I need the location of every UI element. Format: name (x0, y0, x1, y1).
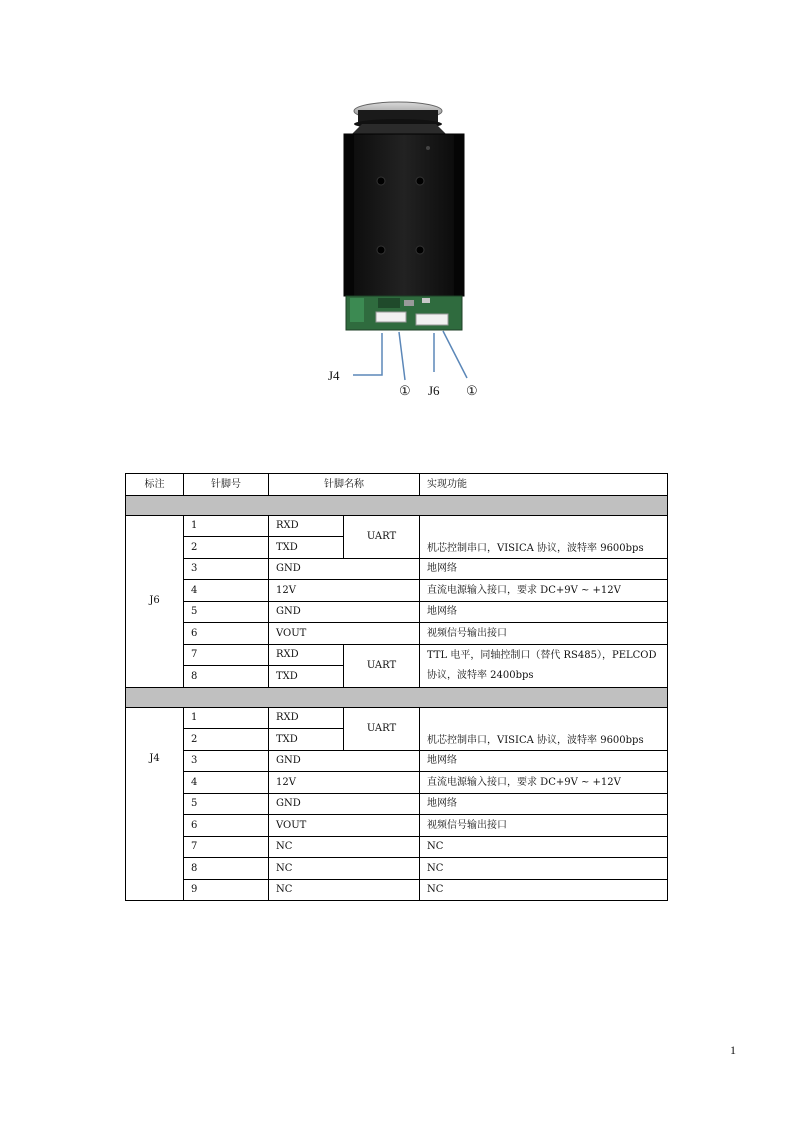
pin-number: 9 (184, 879, 269, 901)
callout-marker-right: ① (466, 383, 478, 398)
pin-function: NC (420, 836, 668, 858)
header-pin-number: 针脚号 (184, 474, 269, 496)
pin-name: NC (269, 858, 420, 880)
pin-number: 5 (184, 793, 269, 815)
pin-function: 视频信号输出接口 (420, 623, 668, 645)
pin-name: 12V (269, 580, 420, 602)
pin-function: 地网络 (420, 601, 668, 623)
table-row (126, 644, 668, 666)
pin-number: 1 (184, 707, 269, 729)
pin-function: 直流电源输入接口，要求 DC+9V ~ +12V (420, 580, 668, 602)
pin-number: 4 (184, 772, 269, 794)
pin-number: 8 (184, 858, 269, 880)
pin-function: 地网络 (420, 750, 668, 772)
table-row (126, 836, 668, 858)
pin-number: 1 (184, 515, 269, 537)
table-row (126, 815, 668, 837)
connector-label-j4: J4 (126, 707, 184, 901)
pin-name: RXD (269, 515, 344, 537)
connector-label-j6: J6 (126, 515, 184, 687)
table-header-row (126, 474, 668, 496)
pin-name: VOUT (269, 815, 420, 837)
pin-function: 地网络 (420, 793, 668, 815)
pin-name: GND (269, 601, 420, 623)
pin-name: TXD (269, 729, 344, 751)
pin-name: TXD (269, 666, 344, 688)
table-row (126, 515, 668, 537)
pin-name: RXD (269, 707, 344, 729)
camera-body (344, 102, 464, 296)
pin-function: TTL 电平，同轴控制口（替代 RS485），PELCOD 协议，波特率 2400bps (420, 644, 668, 687)
pin-number: 7 (184, 836, 269, 858)
pin-number: 2 (184, 537, 269, 559)
pin-definition-table (125, 473, 668, 901)
table-row (126, 750, 668, 772)
uart-group-label: UART (344, 707, 420, 750)
pin-function: 机芯控制串口，VISICA 协议，波特率 9600bps (420, 707, 668, 750)
pin-name: TXD (269, 537, 344, 559)
uart-group-label: UART (344, 644, 420, 687)
pin-function: NC (420, 879, 668, 901)
table-row (126, 623, 668, 645)
pin-number: 2 (184, 729, 269, 751)
pin-number: 7 (184, 644, 269, 666)
pin-name: VOUT (269, 623, 420, 645)
pin-name: NC (269, 836, 420, 858)
callout-j4: J4 (328, 368, 340, 383)
section-separator-j6 (126, 495, 668, 515)
pin-number: 8 (184, 666, 269, 688)
callout-j6: J6 (428, 383, 440, 398)
pin-name: 12V (269, 772, 420, 794)
table-row (126, 580, 668, 602)
pin-number: 4 (184, 580, 269, 602)
pin-number: 5 (184, 601, 269, 623)
pin-function: NC (420, 858, 668, 880)
uart-group-label: UART (344, 515, 420, 558)
pin-number: 3 (184, 558, 269, 580)
table-row (126, 601, 668, 623)
table-row (126, 858, 668, 880)
pin-number: 6 (184, 623, 269, 645)
pin-number: 3 (184, 750, 269, 772)
header-label: 标注 (126, 474, 184, 496)
pin-name: GND (269, 793, 420, 815)
pin-name: GND (269, 750, 420, 772)
pin-function: 机芯控制串口，VISICA 协议，波特率 9600bps (420, 515, 668, 558)
header-pin-name: 针脚名称 (269, 474, 420, 496)
callout-marker-left: ① (399, 383, 411, 398)
circuit-board (346, 296, 462, 330)
callout-lines (353, 331, 467, 380)
table-row (126, 793, 668, 815)
pin-function: 地网络 (420, 558, 668, 580)
page-number: 1 (730, 1043, 736, 1057)
pin-number: 6 (184, 815, 269, 837)
table-row (126, 879, 668, 901)
pin-function: 直流电源输入接口，要求 DC+9V ~ +12V (420, 772, 668, 794)
table-row (126, 707, 668, 729)
header-function: 实现功能 (420, 474, 668, 496)
table-row (126, 558, 668, 580)
section-separator-j4 (126, 687, 668, 707)
table-row (126, 772, 668, 794)
pin-name: GND (269, 558, 420, 580)
pin-name: RXD (269, 644, 344, 666)
pin-function: 视频信号输出接口 (420, 815, 668, 837)
pin-name: NC (269, 879, 420, 901)
camera-module-figure (0, 0, 793, 420)
